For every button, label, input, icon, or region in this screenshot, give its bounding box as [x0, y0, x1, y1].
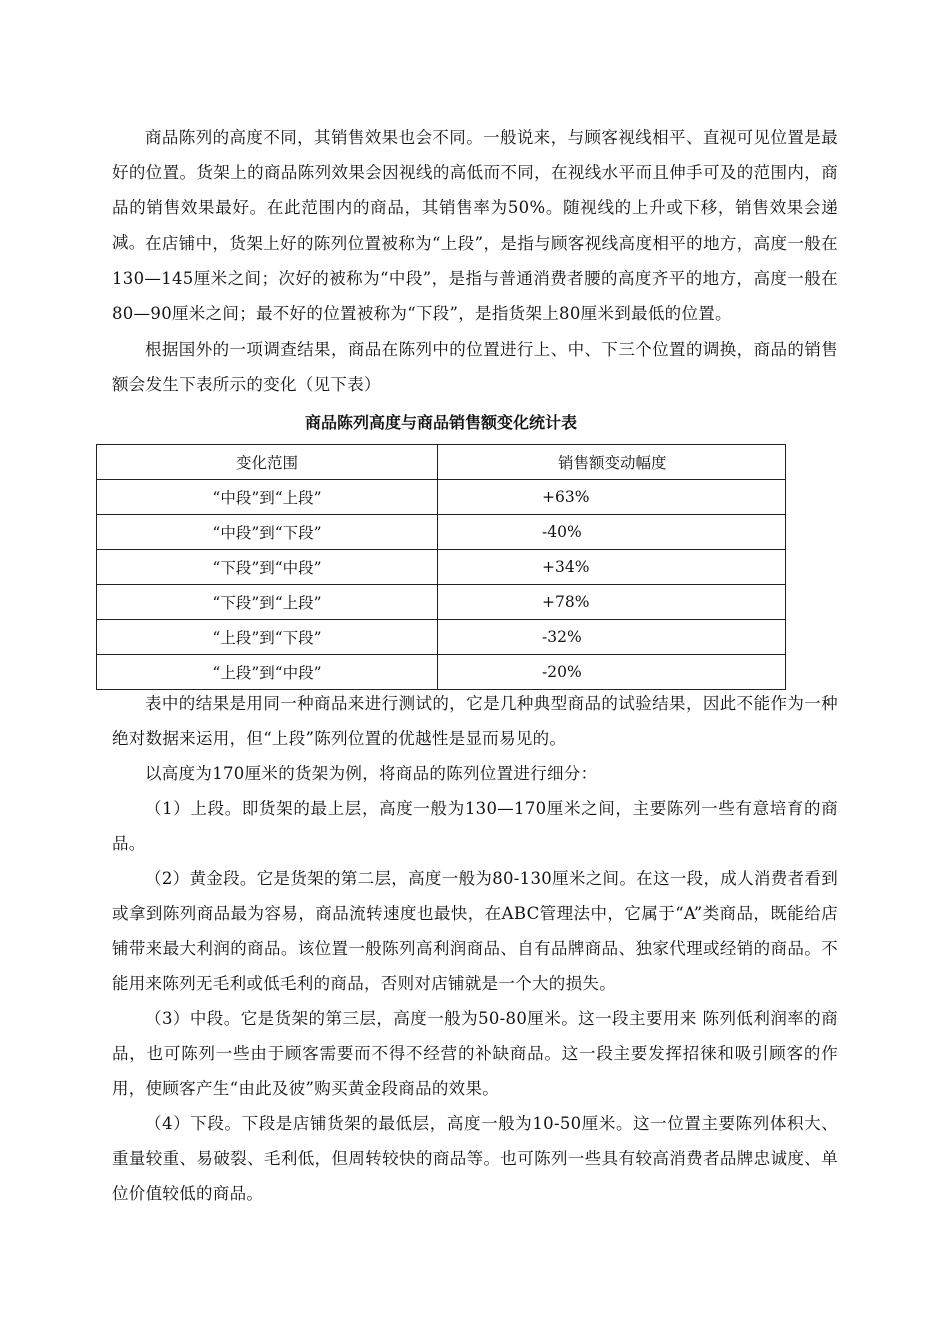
- paragraph-middle-section: （3）中段。它是货架的第三层，高度一般为50-80厘米。这一段主要用来 陈列低利润率的商品，也可陈列一些由于顾客需要而不得不经营的补缺商品。这一段主要发挥招徕和吸引顾客的作用，使顾客产生“由此及彼”购买黄金段商品的效果。: [112, 1009, 838, 1098]
- cell-change: +63%: [438, 480, 786, 515]
- cell-range: “上段”到“下段”: [97, 620, 438, 655]
- paragraph-lower-section: （4）下段。下段是店铺货架的最低层，高度一般为10-50厘米。这一位置主要陈列体积大、重量较重、易破裂、毛利低，但周转较快的商品等。也可陈列一些具有较高消费者品牌忠诚度、单位价值较低的商品。: [112, 1114, 838, 1203]
- table-title: 商品陈列高度与商品销售额变化统计表: [304, 413, 577, 432]
- sales-change-table: [96, 444, 786, 690]
- cell-range: “上段”到“中段”: [97, 655, 438, 690]
- cell-range: “中段”到“下段”: [97, 515, 438, 550]
- paragraph-table-note: 表中的结果是用同一种商品来进行测试的，它是几种典型商品的试验结果，因此不能作为一种绝对数据来运用，但“上段”陈列位置的优越性是显而易见的。: [112, 694, 838, 748]
- cell-change: +78%: [438, 585, 786, 620]
- cell-range: “下段”到“上段”: [97, 585, 438, 620]
- header-range: 变化范围: [97, 445, 438, 480]
- paragraph-survey-intro: 根据国外的一项调查结果，商品在陈列中的位置进行上、中、下三个位置的调换，商品的销售额会发生下表所示的变化（见下表）: [112, 340, 838, 394]
- table-row: [97, 550, 786, 585]
- table-row: [97, 515, 786, 550]
- paragraph-golden-section: （2）黄金段。它是货架的第二层，高度一般为80-130厘米之间。在这一段，成人消费者看到或拿到陈列商品最为容易，商品流转速度也最快，在ABC管理法中，它属于“A”类商品，既能给店铺带来最大利润的商品。该位置一般陈列高利润商品、自有品牌商品、独家代理或经销的商品。不能用来陈列无毛利或低毛利的商品，否则对店铺就是一个大的损失。: [112, 869, 838, 993]
- paragraph-shelf-sections: 在店铺中，货架上好的陈列位置被称为“上段”，是指与顾客视线高度相平的地方，高度一般在130—145厘米之间；次好的被称为“中段”，是指与普通消费者腰的高度齐平的地方，高度一般在80—90厘米之间；最不好的位置被称为“下段”，是指货架上80厘米到最低的位置。: [112, 234, 838, 323]
- cell-range: “下段”到“中段”: [97, 550, 438, 585]
- header-change: 销售额变动幅度: [438, 445, 786, 480]
- paragraph-shelf-height-effect: 商品陈列的高度不同，其销售效果也会不同。一般说来，与顾客视线相平、直视可见位置是最好的位置。货架上的商品陈列效果会因视线的高低而不同，在视线水平而且伸手可及的范围内，商品的销售效果最好。在此范围内的商品，其销售率为50%。随视线的上升或下移，销售效果会递减。: [112, 128, 838, 252]
- table-row: [97, 620, 786, 655]
- cell-range: “中段”到“上段”: [97, 480, 438, 515]
- table-row: [97, 585, 786, 620]
- cell-change: -32%: [438, 620, 786, 655]
- cell-change: -20%: [438, 655, 786, 690]
- table-row: [97, 655, 786, 690]
- paragraph-170cm-example: 以高度为170厘米的货架为例，将商品的陈列位置进行细分：: [145, 764, 598, 783]
- cell-change: +34%: [438, 550, 786, 585]
- cell-change: -40%: [438, 515, 786, 550]
- table-row: [97, 480, 786, 515]
- paragraph-upper-section: （1）上段。即货架的最上层，高度一般为130—170厘米之间，主要陈列一些有意培育的商品。: [112, 799, 838, 853]
- table-header-row: [97, 445, 786, 480]
